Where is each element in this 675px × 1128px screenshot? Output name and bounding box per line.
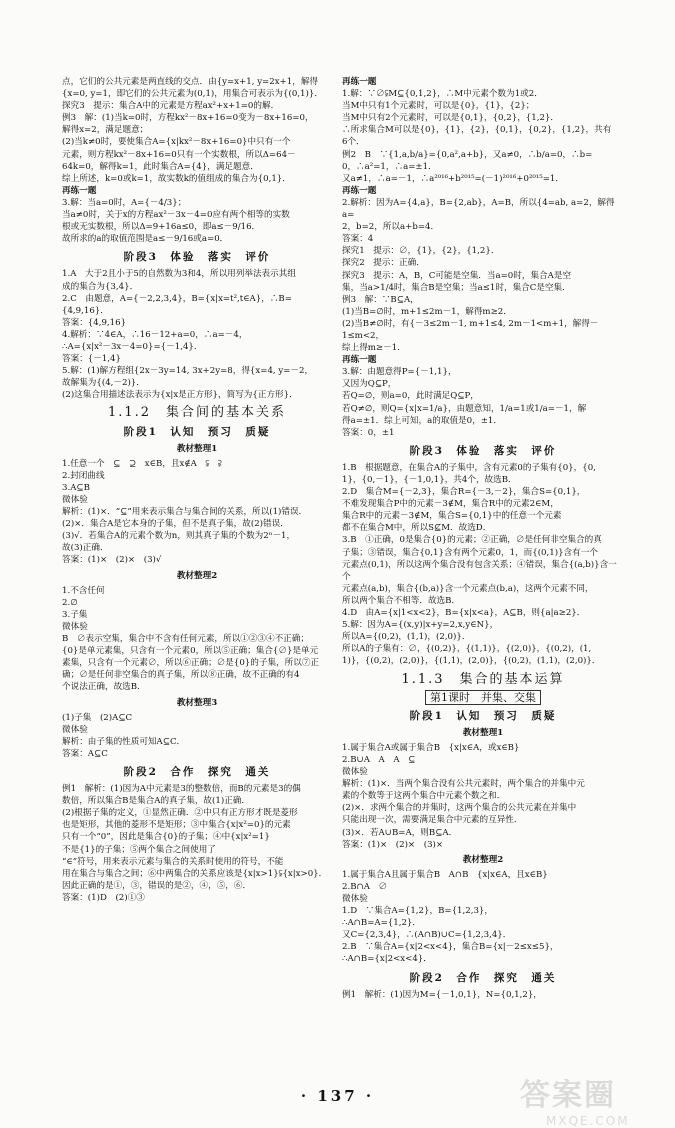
watermark-big: 答案圈: [520, 1078, 616, 1113]
text-line: {x=0, y=1，即它们的公共元素为(0,1)，用集合可表示为{(0,1)}．: [62, 89, 323, 100]
text-line: 3.B ①正确，0是集合{0}的元素；②正确，∅是任何非空集合的真: [342, 535, 602, 546]
text-line: 根或无实数根，所以Δ=9+16a≤0，即a≤－9/16．: [62, 222, 261, 233]
lesson-title: [342, 692, 624, 704]
practice-heading: 再练一题: [342, 185, 377, 196]
text-line: 故解集为{(4,－2)}．: [62, 378, 145, 389]
watermark-small: MXQE.COM: [546, 1114, 630, 1128]
text-line: 所以A={(0,2)，(1,1)，(2,0)}．: [342, 632, 471, 643]
text-line: 2.B∪A A A ⊆: [342, 754, 416, 765]
text-line: 1.D ∵集合A={1,2}，B={1,2,3}，: [342, 906, 493, 917]
text-line: 又因为Q⊆P，: [342, 379, 397, 390]
stage-heading: 阶段2 合作 探究 通关: [409, 971, 557, 984]
text-line: 答案：{4,9,16}: [62, 317, 127, 328]
text-line: 子集；③错误，集合{0,1}含有两个元素0，1，而{(0,1)}含有一个: [342, 547, 598, 558]
text-line: 只能出现一次，需要满足集合中元素的互异性．: [342, 815, 523, 826]
text-line: 2.D 集合M={－2,3}，集合R={－3,－2}，集合S={0,1}，: [342, 487, 586, 498]
text-line: 1.属于集合A且属于集合B A∩B {x|x∈A，且x∈B}: [342, 869, 548, 880]
section-title: 1.1.2 集合间的基本关系: [107, 405, 287, 421]
text-line: 解析：(1)×．当两个集合没有公共元素时，两个集合的并集中元: [342, 779, 585, 790]
text-line: 解析：(1)×．“⊆”用来表示集合与集合间的关系，所以(1)错误．: [62, 507, 308, 518]
text-line: 也是矩形，其他的菱形不是矩形；③中集合{x|x²=0}的元素: [62, 820, 291, 831]
text-line: “∈”符号，用来表示元素与集合的关系时使用的符号，不能: [62, 856, 284, 867]
left-column: [62, 76, 332, 904]
text-line: (3)×．若A∪B=A，则B⊆A．: [342, 827, 458, 838]
text-line: (1)当B=∅时，m+1≤2m－1，解得m≥2．: [342, 306, 512, 317]
text-line: 微体验: [62, 724, 88, 735]
text-line: 2.∅: [62, 597, 78, 608]
text-line: 2.B∩A ∅: [342, 881, 388, 892]
text-line: 综上得m≥－1.: [342, 343, 400, 354]
text-line: 3.A⊆B: [62, 482, 90, 493]
right-column: [342, 76, 624, 1001]
text-line: 4.D 由A={x|1<x<2}，B={x|x<a}，A⊆B，则{a|a≥2}．: [342, 608, 586, 619]
text-line: 点，它们的公共元素是两直线的交点．由{y=x+1, y=2x+1，解得: [62, 77, 319, 87]
section-title: 1.1.3 集合的基本运算: [401, 671, 565, 687]
text-line: 元素点(0,1)，所以这两个集合没有包含关系；④错误，集合{(a,b)}含一个: [342, 559, 617, 582]
text-line: 解析：由子集的性质可知A⊆C．: [62, 736, 186, 747]
text-line: 解得x=2，满足题意；: [62, 125, 149, 136]
text-line: 探究3 提示：A，B，C可能是空集．当a=0时，集合A是空: [342, 270, 572, 281]
text-line: 集，当a>1/4时，集合B是空集；当a≤1时，集合C是空集．: [342, 282, 571, 293]
text-line: 得a=±1．综上可知，a的取值是0，±1．: [342, 415, 502, 426]
text-line: (2)×．求两个集合的并集时，这两个集合的公共元素在并集中: [342, 803, 577, 814]
text-line: (2)这集合用描述法表示为{x|x是正方形}，简写为{正方形}．: [62, 390, 298, 401]
text-line: 当M中只有1个元素时，可以是{0}，{1}，{2}；: [342, 101, 535, 112]
text-line: 微体验: [62, 495, 88, 505]
stage-heading: 阶段2 合作 探究 通关: [123, 765, 271, 778]
practice-heading: 再练一题: [62, 185, 97, 196]
text-line: 确；∅是任何非空集合的真子集，所以⑧正确，故不正确的有4: [62, 670, 300, 681]
text-line: 只有一个“0”，因此是集合{0}的子集；④中{x|x²=1}: [62, 832, 270, 843]
text-line: 素的个数等于这两个集合中元素个数之和．: [342, 791, 506, 802]
text-line: 例1 解析：(1)因为M={－1,0,1}，N={0,1,2}，: [342, 989, 542, 1000]
text-line: (2)当k≠0时，要使集合A={x|kx²－8x+16=0}中只有一个: [62, 137, 291, 148]
text-line: {0}是单元素集，只含有一个元素0，所以⑤正确；集合{∅}是单元: [62, 646, 319, 657]
material-heading: 教材整理2: [176, 570, 218, 581]
page-number: · 137 ·: [300, 1087, 375, 1105]
text-line: 1}，{0,－1}，{－1,0,1}，共4个，故选B．: [342, 475, 517, 485]
text-line: (2)×．集合A是它本身的子集，但不是真子集，故(2)错误．: [62, 519, 289, 530]
text-line: 素集，只含有一个元素∅，所以⑥正确；∅是{0}的子集，所以⑦正: [62, 658, 320, 669]
text-line: 故(3)正确．: [62, 543, 109, 554]
text-line: 答案：A⊆C: [62, 748, 108, 759]
text-line: (2)当B≠∅时，有{－3≤2m－1, m+1≤4, 2m－1<m+1，解得－1≤m<2，: [342, 318, 599, 341]
text-line: 不是{1}的子集；⑤两个集合之间使用了: [62, 844, 216, 855]
text-line: 所以A的子集有：∅，{(0,2)}，{(1,1)}，{(2,0)}，{(0,2)，(1,: [342, 644, 592, 655]
text-line: 元素，则方程kx²－8x+16=0只有一个实数根，所以Δ=64－: [62, 149, 296, 160]
text-line: B ∅表示空集，集合中不含有任何元素，所以①②③④不正确；: [62, 634, 309, 645]
text-line: 成的集合为{3,4}．: [62, 281, 139, 292]
material-heading: 教材整理1: [176, 443, 218, 454]
text-line: 64k=0，解得k=1，此时集合A={4}，满足题意．: [62, 161, 259, 172]
text-line: 答案：(1)D (2)①③: [62, 892, 145, 903]
text-line: 2.封闭曲线: [62, 470, 105, 481]
text-line: 1.解：∵∅⫋M⊆{0,1,2}，∴M中元素个数为1或2．: [342, 89, 543, 100]
text-line: ∴A∩B=A={1,2}．: [342, 918, 421, 929]
text-line: 6个．: [342, 137, 365, 148]
text-line: 4.解析：∵4∈A，∴16－12+a=0，∴a=－4，: [62, 329, 248, 340]
text-line: 1.A 大于2且小于5的自然数为3和4，所以用列举法表示其组: [62, 269, 296, 280]
text-line: 数倍，所以集合B是集合A的真子集，故(1)正确．: [62, 796, 250, 807]
text-line: 3.解：当a=0时，A={－4/3}；: [62, 197, 187, 208]
text-line: 探究1 提示：∅，{1}，{2}，{1,2}．: [342, 246, 500, 257]
text-line: 用在集合与集合之间；⑥中两集合的关系应该是{x|x>1}⫋{x|x>0}．: [62, 868, 328, 879]
text-line: 当a≠0时，关于x的方程ax²－3x－4=0应有两个相等的实数: [62, 210, 290, 221]
text-line: 例1 解析：(1)因为A中元素是3的整数倍，而B的元素是3的偶: [62, 784, 301, 795]
text-line: 微体验: [62, 621, 88, 632]
text-line: 又a≠1，∴a=－1，∴a²⁰¹⁶+b²⁰¹⁵=(－1)²⁰¹⁶+0²⁰¹⁵=1．: [342, 173, 564, 184]
lesson-title-text: 第1课时 并集、交集: [425, 690, 541, 705]
text-line: 3.解：由题意得P={－1,1}，: [342, 367, 457, 378]
text-line: 答案：(1)× (2)× (3)√: [62, 555, 162, 566]
text-line: 当M中只有2个元素时，可以是{0,1}，{0,2}，{1,2}．: [342, 113, 559, 124]
text-line: 若Q≠∅，则Q={x|x=1/a}，由题意知，1/a=1或1/a=－1，解: [342, 403, 587, 414]
text-line: 例3 解：(1)当k=0时，方程kx²－8x+16=0变为－8x+16=0，: [62, 113, 314, 124]
text-line: 1.任意一个 ⊆ ⊇ x∈B，且x∉A ⫋ ⫌: [62, 458, 222, 469]
text-line: 2.C 由题意，A={－2,2,3,4}，B={x|x=t²,t∈A}，∴B=: [62, 293, 292, 304]
material-heading: 教材整理3: [176, 697, 218, 708]
text-line: 若Q=∅，则a=0，此时满足Q⊆P，: [342, 391, 479, 402]
practice-heading: 再练一题: [342, 77, 377, 87]
text-line: 综上所述，k=0或k=1，故实数k的值组成的集合为{0,1}．: [62, 173, 291, 184]
text-line: 答案：(1)× (2)× (3)×: [342, 839, 444, 850]
text-line: 答案：0，±1: [342, 427, 395, 438]
text-line: 微体验: [342, 894, 368, 904]
text-line: 探究2 提示：正确．: [342, 258, 425, 269]
stage-heading: 阶段1 认知 预习 质疑: [123, 425, 271, 438]
stage-heading: 阶段3 体验 落实 评价: [409, 444, 557, 457]
material-heading: 教材整理2: [462, 854, 504, 865]
text-line: 2.B ∵集合A={x|2<x<4}，集合B={x|－2≤x≤5}，: [342, 942, 559, 953]
material-heading: 教材整理1: [462, 727, 504, 738]
text-line: (1)子集 (2)A⊆C: [62, 712, 133, 723]
text-line: 2.解析：因为A={4,a}，B={2,ab}，A=B，所以{4=ab, a=2，解得a=: [342, 197, 615, 221]
text-line: ∴A∩B={x|2<x<4}．: [342, 954, 432, 965]
stage-heading: 阶段1 认知 预习 质疑: [409, 709, 557, 722]
text-line: (3)√．若集合A的元素个数为n，则其真子集的个数为2ⁿ－1，: [62, 531, 296, 542]
stage-heading: 阶段3 体验 落实 评价: [123, 251, 271, 264]
text-line: 5.解：(1)解方程组{2x－3y=14, 3x+2y=8，得{x=4, y=－2，: [62, 366, 314, 377]
text-line: 因此正确的是①，③，错误的是②，④，⑤，⑥．: [62, 880, 252, 891]
text-line: 所以两个集合不相等．故选B．: [342, 595, 461, 606]
text-line: 1.属于集合A或属于集合B {x|x∈A，或x∈B}: [342, 742, 520, 753]
text-line: 又C={2,3,4}，∴(A∩B)∪C={1,2,3,4}．: [342, 930, 512, 941]
text-line: 1.B 根据题意，在集合A的子集中，含有元素0的子集有{0}，{0,: [342, 462, 596, 473]
text-line: 都不在集合M中，所以S⊈M．故选D．: [342, 523, 492, 534]
text-line: 3.子集: [62, 609, 88, 620]
text-line: 1.不含任何: [62, 585, 105, 596]
text-line: 例3 解：∵B⊆A，: [342, 294, 419, 305]
text-line: 0，∴a²=1，∴a=±1．: [342, 161, 437, 172]
text-line: 探究3 提示：集合A中的元素是方程ax²+x+1=0的解．: [62, 101, 280, 112]
text-line: 故所求的a的取值范围是a≤－9/16或a=0．: [62, 234, 229, 245]
practice-heading: 再练一题: [342, 355, 377, 366]
text-line: (2)根据子集的定义，①显然正确．②中只有正方形才既是菱形: [62, 808, 298, 819]
text-line: 2，b=2，所以a+b=4．: [342, 222, 440, 233]
text-line: 微体验: [342, 767, 368, 778]
text-line: 1)}，{(0,2)，(2,0)}，{(1,1)，(2,0)}，{(0,2)，(1,1)，(2,0)}．: [342, 656, 601, 667]
watermark-logo: [520, 1070, 660, 1128]
text-line: 答案：{－1,4}: [62, 354, 121, 365]
text-line: 答案：4: [342, 234, 374, 245]
text-line: ∴A={x|x²－3x－4=0}={－1,4}．: [62, 341, 203, 352]
text-line: 例2 B ∵{1,a,b/a}={0,a²,a+b}，又a≠0，∴b/a=0，∴b=: [342, 149, 593, 160]
text-line: 5.解：因为A={(x,y)|x+y=2,x,y∈N}，: [342, 620, 499, 631]
text-line: 集合R中的元素－3∉M，集合S={0,1}中的任意一个元素: [342, 511, 562, 522]
text-line: 元素点(a,b)，集合{(b,a)}含一个元素点(b,a)，这两个元素不同，: [342, 583, 594, 594]
text-line: {4,9,16}．: [62, 305, 109, 316]
text-line: 不难发现集合P中的元素－3∉M，集合R中的元素2∈M，: [342, 499, 559, 510]
text-line: ∴所求集合M可以是{0}，{1}，{2}，{0,1}，{0,2}，{1,2}，共有: [342, 125, 612, 136]
text-line: 个说法正确，故选B.: [62, 682, 140, 693]
